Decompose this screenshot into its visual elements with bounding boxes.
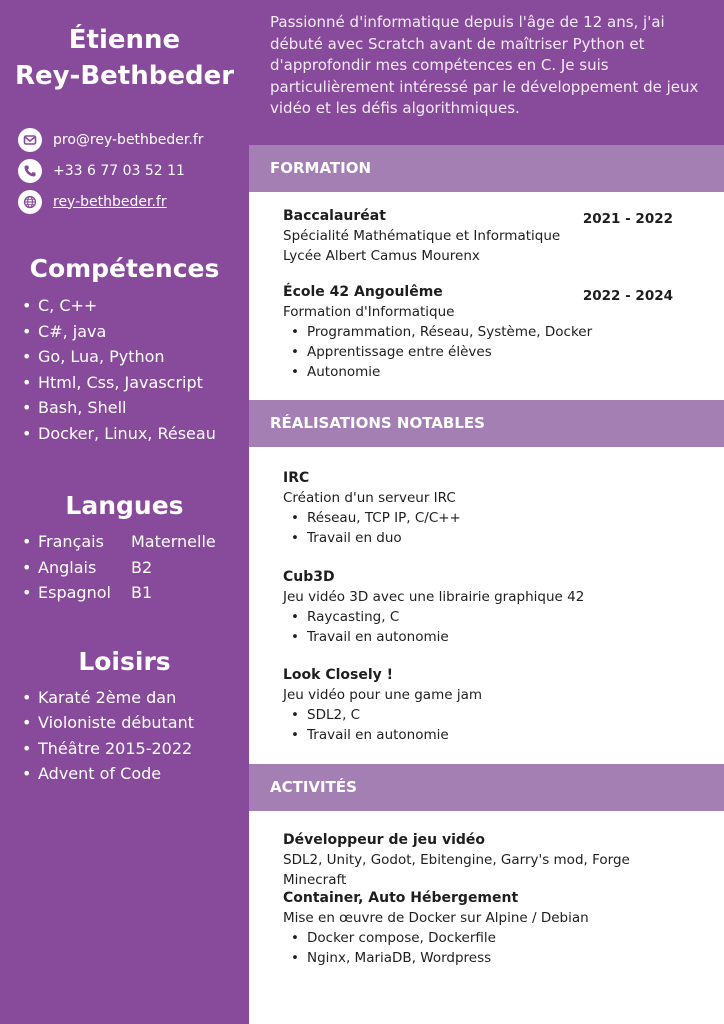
list-item: • Html, Css, Javascript xyxy=(22,372,203,392)
contact-phone[interactable] xyxy=(18,155,249,186)
entry-line: Formation d'Informatique xyxy=(283,304,455,320)
realisation-entry xyxy=(283,468,693,548)
list-item: • Français Maternelle xyxy=(22,532,216,551)
entry-desc: SDL2, Unity, Godot, Ebitengine, Garry's mod, Forge Minecraft xyxy=(283,852,630,888)
list-item: • Violoniste débutant xyxy=(22,713,194,732)
list-item: • Espagnol B1 xyxy=(22,583,153,602)
website-link[interactable]: rey-bethbeder.fr xyxy=(53,193,167,210)
contact-block xyxy=(0,124,249,217)
realisation-entry xyxy=(283,567,693,647)
entry-desc: Jeu vidéo pour une game jam xyxy=(283,687,482,703)
section-header-realisations: RÉALISATIONS NOTABLES xyxy=(249,400,724,447)
languages-heading: Langues xyxy=(65,491,184,520)
list-item: • Programmation, Réseau, Système, Docker xyxy=(291,322,693,342)
phone-text[interactable]: +33 6 77 03 52 11 xyxy=(53,162,185,179)
formation-years: 2021 - 2022 xyxy=(582,211,673,227)
list-item: • Apprentissage entre élèves xyxy=(291,342,693,362)
mail-icon xyxy=(18,128,42,152)
list-item: • Travail en autonomie xyxy=(291,627,693,647)
list-item: • Réseau, TCP IP, C/C++ xyxy=(291,508,693,528)
email-text[interactable]: pro@rey-bethbeder.fr xyxy=(53,131,204,148)
phone-icon xyxy=(18,159,42,183)
list-item: • Bash, Shell xyxy=(22,398,127,417)
realisation-entry xyxy=(283,665,693,745)
list-item: • Autonomie xyxy=(291,362,693,382)
entry-desc: Mise en œuvre de Docker sur Alpine / Debian xyxy=(283,910,589,926)
list-item: • C, C++ xyxy=(22,296,98,315)
entry-line: Lycée Albert Camus Mourenx xyxy=(283,248,480,264)
section-header-formation: FORMATION xyxy=(249,145,724,192)
entry-line: Spécialité Mathématique et Informatique xyxy=(283,228,561,244)
profile-name xyxy=(0,0,249,94)
formation-years: 2022 - 2024 xyxy=(582,288,673,304)
intro-paragraph: Passionné d'informatique depuis l'âge de 12 ans, j'ai débuté avec Scratch avant de maîtriser Python et d'approfondir mes compétences en C. Je suis particulièrement intéressé par le développement de jeux vidéo et les défis algorithmiques. xyxy=(249,0,724,145)
entry-title: Développeur de jeu vidéo xyxy=(283,832,486,848)
entry-title: École 42 Angoulême xyxy=(283,284,443,300)
list-item: • Karaté 2ème dan xyxy=(22,687,177,707)
last-name: Rey-Bethbeder xyxy=(14,61,235,91)
contact-email[interactable] xyxy=(18,124,249,155)
entry-bullets xyxy=(283,508,693,548)
skills-list xyxy=(0,293,249,446)
list-item: • Advent of Code xyxy=(22,764,162,783)
entry-title: Container, Auto Hébergement xyxy=(283,890,519,906)
activity-entry xyxy=(283,888,693,968)
list-item: • SDL2, C xyxy=(291,705,693,725)
entry-bullets xyxy=(283,607,693,647)
list-item: • Travail en duo xyxy=(291,528,693,548)
entry-title: Look Closely ! xyxy=(283,667,394,683)
list-item: • Docker compose, Dockerfile xyxy=(291,928,693,948)
entry-desc: Création d'un serveur IRC xyxy=(283,490,456,506)
list-item: • Anglais B2 xyxy=(22,557,153,577)
entry-bullets xyxy=(283,928,693,968)
globe-icon xyxy=(18,190,42,214)
contact-website[interactable] xyxy=(18,186,249,217)
first-name: Étienne xyxy=(68,25,181,55)
sidebar xyxy=(0,0,249,1024)
main-content xyxy=(249,0,724,1024)
entry-bullets xyxy=(283,705,693,745)
section-header-activites: ACTIVITÉS xyxy=(249,764,724,811)
entry-title: IRC xyxy=(283,470,310,486)
hobbies-heading: Loisirs xyxy=(78,646,171,676)
list-item: • Docker, Linux, Réseau xyxy=(22,423,216,443)
entry-title: Baccalauréat xyxy=(283,208,386,224)
activity-entry xyxy=(283,830,693,890)
entry-desc: Jeu vidéo 3D avec une librairie graphique 42 xyxy=(283,589,585,605)
list-item: • Nginx, MariaDB, Wordpress xyxy=(291,948,693,968)
list-item: • Go, Lua, Python xyxy=(22,347,165,366)
skills-heading: Compétences xyxy=(29,254,220,283)
list-item: • Travail en autonomie xyxy=(291,725,693,745)
entry-title: Cub3D xyxy=(283,569,335,585)
list-item: • Théâtre 2015-2022 xyxy=(22,738,193,758)
hobbies-list xyxy=(0,685,249,787)
list-item: • C#, java xyxy=(22,321,107,341)
languages-list xyxy=(0,529,249,606)
list-item: • Raycasting, C xyxy=(291,607,693,627)
entry-bullets xyxy=(283,322,693,382)
